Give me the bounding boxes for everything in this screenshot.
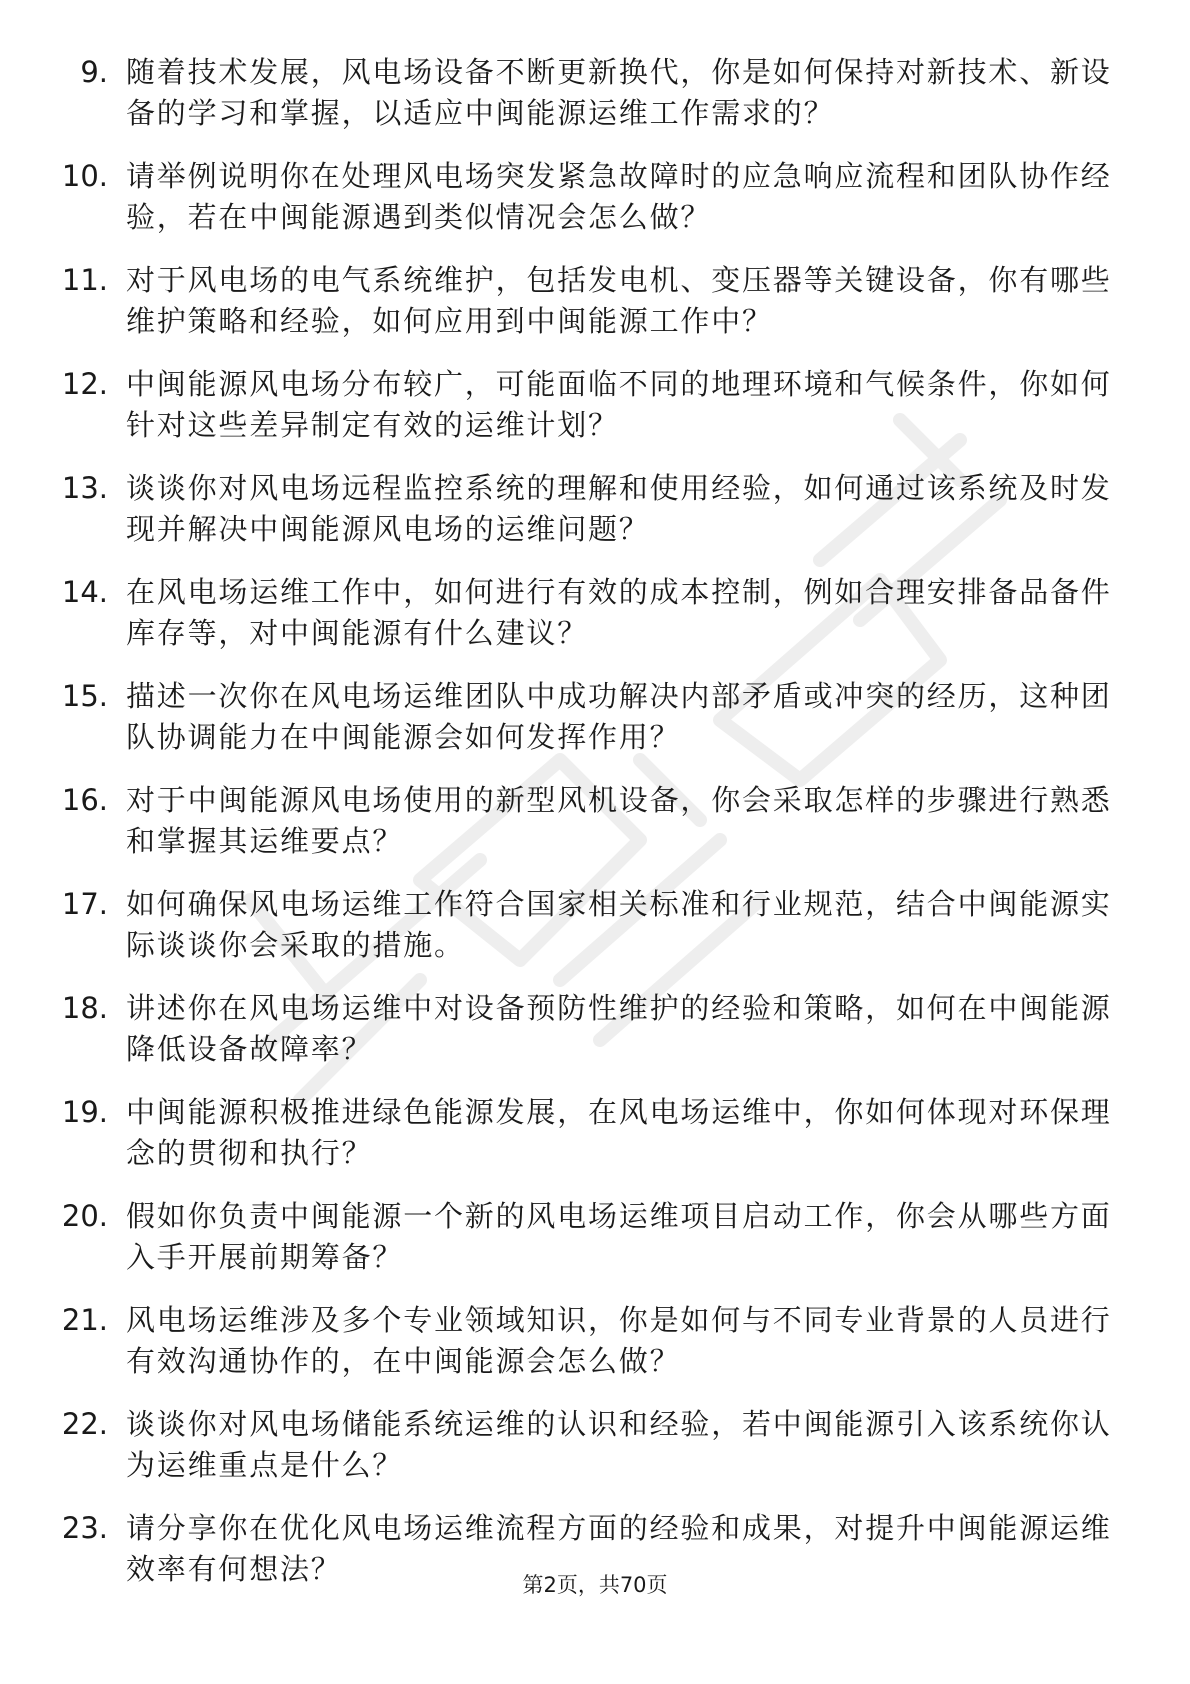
question-item bbox=[0, 572, 1190, 676]
question-text: 中闽能源积极推进绿色能源发展，在风电场运维中，你如何体现对环保理念的贯彻和执行？ bbox=[126, 1095, 1112, 1170]
question-number: 23. bbox=[61, 1511, 108, 1545]
question-number: 22. bbox=[61, 1407, 108, 1441]
question-number: 13. bbox=[61, 471, 108, 505]
question-number: 16. bbox=[61, 783, 108, 817]
question-text: 描述一次你在风电场运维团队中成功解决内部矛盾或冲突的经历，这种团队协调能力在中闽能源会如何发挥作用？ bbox=[126, 679, 1112, 754]
question-text: 如何确保风电场运维工作符合国家相关标准和行业规范，结合中闽能源实际谈谈你会采取的措施。 bbox=[126, 887, 1112, 962]
question-item bbox=[0, 1092, 1190, 1196]
question-text: 在风电场运维工作中，如何进行有效的成本控制，例如合理安排备品备件库存等，对中闽能源有什么建议？ bbox=[126, 575, 1112, 650]
question-number: 17. bbox=[61, 887, 108, 921]
question-item bbox=[0, 1404, 1190, 1508]
question-text: 风电场运维涉及多个专业领域知识，你是如何与不同专业背景的人员进行有效沟通协作的，在中闽能源会怎么做？ bbox=[126, 1303, 1112, 1378]
question-text: 假如你负责中闽能源一个新的风电场运维项目启动工作，你会从哪些方面入手开展前期筹备？ bbox=[126, 1199, 1112, 1274]
question-item bbox=[0, 1196, 1190, 1300]
question-number: 20. bbox=[61, 1199, 108, 1233]
question-number: 19. bbox=[61, 1095, 108, 1129]
question-item bbox=[0, 988, 1190, 1092]
question-number: 14. bbox=[61, 575, 108, 609]
question-number: 10. bbox=[61, 159, 108, 193]
question-item bbox=[0, 780, 1190, 884]
question-item bbox=[0, 1300, 1190, 1404]
question-item bbox=[0, 52, 1190, 156]
question-text: 谈谈你对风电场远程监控系统的理解和使用经验，如何通过该系统及时发现并解决中闽能源风电场的运维问题？ bbox=[126, 471, 1112, 546]
question-number: 12. bbox=[61, 367, 108, 401]
question-item bbox=[0, 156, 1190, 260]
question-text: 中闽能源风电场分布较广，可能面临不同的地理环境和气候条件，你如何针对这些差异制定有效的运维计划？ bbox=[126, 367, 1112, 442]
question-text: 请举例说明你在处理风电场突发紧急故障时的应急响应流程和团队协作经验，若在中闽能源遇到类似情况会怎么做？ bbox=[126, 159, 1112, 234]
page-footer bbox=[0, 1570, 1190, 1600]
question-item bbox=[0, 364, 1190, 468]
question-item bbox=[0, 260, 1190, 364]
question-number: 9. bbox=[80, 55, 108, 89]
question-text: 对于风电场的电气系统维护，包括发电机、变压器等关键设备，你有哪些维护策略和经验，如何应用到中闽能源工作中？ bbox=[126, 263, 1112, 338]
question-number: 11. bbox=[61, 263, 108, 297]
question-item bbox=[0, 468, 1190, 572]
question-number: 18. bbox=[61, 991, 108, 1025]
page-number-label: 第2页，共70页 bbox=[522, 1573, 668, 1597]
question-text: 请分享你在优化风电场运维流程方面的经验和成果，对提升中闽能源运维效率有何想法？ bbox=[126, 1511, 1112, 1586]
question-number: 15. bbox=[61, 679, 108, 713]
question-text: 对于中闽能源风电场使用的新型风机设备，你会采取怎样的步骤进行熟悉和掌握其运维要点？ bbox=[126, 783, 1112, 858]
question-list bbox=[0, 52, 1190, 1612]
question-item bbox=[0, 676, 1190, 780]
question-text: 讲述你在风电场运维中对设备预防性维护的经验和策略，如何在中闽能源降低设备故障率？ bbox=[126, 991, 1112, 1066]
question-text: 谈谈你对风电场储能系统运维的认识和经验，若中闽能源引入该系统你认为运维重点是什么？ bbox=[126, 1407, 1112, 1482]
question-item bbox=[0, 884, 1190, 988]
question-number: 21. bbox=[61, 1303, 108, 1337]
question-text: 随着技术发展，风电场设备不断更新换代，你是如何保持对新技术、新设备的学习和掌握，以适应中闽能源运维工作需求的？ bbox=[126, 55, 1112, 130]
